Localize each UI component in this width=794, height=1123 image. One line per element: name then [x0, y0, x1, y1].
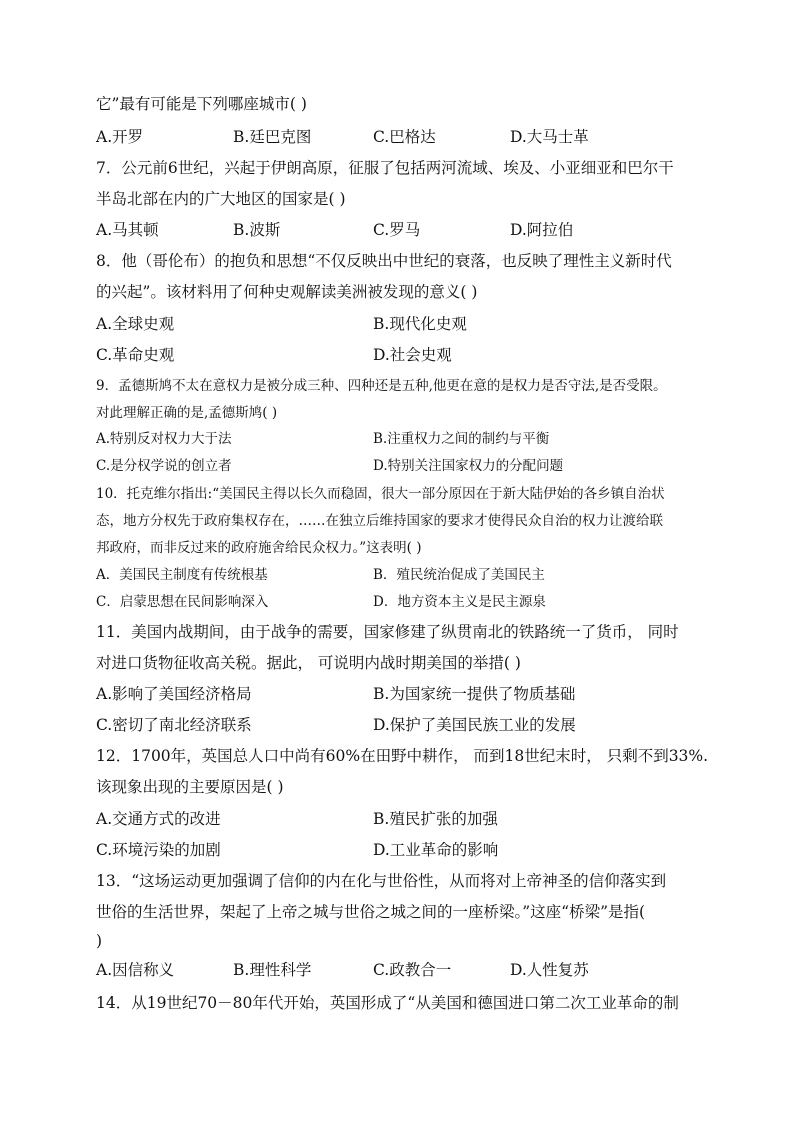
- q7-option-c: C.罗马: [373, 221, 421, 239]
- q6-option-c: C.巴格达: [373, 128, 436, 146]
- q12-option-c: C.环境污染的加剧: [96, 841, 221, 859]
- q10-option-b: B．殖民统治促成了美国民主: [373, 567, 545, 583]
- q6-stem-tail: 它”最有可能是下列哪座城市( ): [96, 95, 307, 113]
- q10-option-a: A．美国民主制度有传统根基: [96, 567, 268, 583]
- q6-option-a: A.开罗: [96, 128, 144, 146]
- q9-option-c: C.是分权学说的创立者: [96, 458, 232, 474]
- q8-option-b: B.现代化史观: [373, 315, 467, 333]
- q8-option-a: A.全球史观: [96, 315, 175, 333]
- q10-stem-line1: 10．托克维尔指出:“美国民主得以长久而稳固，很大一部分原因在于新大陆伊始的各乡镇自治状: [96, 486, 665, 502]
- q9-stem-line2: 对此理解正确的是,孟德斯鸠( ): [96, 405, 278, 421]
- q12-option-a: A.交通方式的改进: [96, 810, 221, 828]
- q12-option-b: B.殖民扩张的加强: [373, 810, 498, 828]
- q9-stem-line1: 9．孟德斯鸠不太在意权力是被分成三种、四种还是五种,他更在意的是权力是否守法,是否受限。: [96, 378, 667, 394]
- q9-option-d: D.特别关注国家权力的分配问题: [373, 458, 564, 474]
- q13-option-d: D.人性复苏: [510, 961, 589, 979]
- q11-stem-line2: 对进口货物征收高关税。据此， 可说明内战时期美国的举措( ): [96, 654, 521, 672]
- q11-stem-line1: 11．美国内战期间，由于战争的需要，国家修建了纵贯南北的铁路统一了货币， 同时: [96, 623, 679, 641]
- q7-option-d: D.阿拉伯: [510, 221, 574, 239]
- q6-option-b: B.廷巴克图: [233, 128, 312, 146]
- q12-option-d: D.工业革命的影响: [373, 841, 499, 859]
- q11-option-d: D.保护了美国民族工业的发展: [373, 716, 576, 734]
- q9-option-b: B.注重权力之间的制约与平衡: [373, 431, 550, 447]
- q11-option-c: C.密切了南北经济联系: [96, 716, 252, 734]
- q13-option-c: C.政教合一: [373, 961, 452, 979]
- q8-option-d: D.社会史观: [373, 346, 452, 364]
- q13-option-b: B.理性科学: [233, 961, 312, 979]
- q7-stem-line1: 7．公元前6世纪，兴起于伊朗高原，征服了包括两河流域、埃及、小亚细亚和巴尔干: [96, 159, 674, 177]
- q10-option-c: C．启蒙思想在民间影响深入: [96, 594, 269, 610]
- q14-stem-line1: 14．从19世纪70－80年代开始，英国形成了“从美国和德国进口第二次工业革命的制: [96, 994, 679, 1012]
- q8-stem-line2: 的兴起”。该材料用了何种史观解读美洲被发现的意义( ): [96, 283, 478, 301]
- q8-stem-line1: 8．他（哥伦布）的抱负和思想“不仅反映出中世纪的衰落，也反映了理性主义新时代: [96, 252, 672, 270]
- q10-stem-line3: 邦政府，而非反过来的政府施舍给民众权力。”这表明( ): [96, 540, 422, 556]
- q13-stem-line3: ): [96, 932, 103, 950]
- q11-option-a: A.影响了美国经济格局: [96, 685, 252, 703]
- q7-option-a: A.马其顿: [96, 221, 159, 239]
- q13-option-a: A.因信称义: [96, 961, 175, 979]
- q11-option-b: B.为国家统一提供了物质基础: [373, 685, 576, 703]
- q13-stem-line1: 13．“这场运动更加强调了信仰的内在化与世俗性，从而将对上帝神圣的信仰落实到: [96, 872, 667, 890]
- q9-option-a: A.特别反对权力大于法: [96, 431, 232, 447]
- q8-option-c: C.革命史观: [96, 346, 175, 364]
- q10-stem-line2: 态，地方分权先于政府集权存在，……在独立后维持国家的要求才使得民众自治的权力让渡给联: [96, 513, 663, 529]
- q12-stem-line1: 12．1700年，英国总人口中尚有60%在田野中耕作， 而到18世纪末时， 只剩不到33%.: [96, 747, 709, 765]
- q7-option-b: B.波斯: [233, 221, 281, 239]
- q12-stem-line2: 该现象出现的主要原因是( ): [96, 778, 284, 796]
- q13-stem-line2: 世俗的生活世界，架起了上帝之城与世俗之城之间的一座桥梁。”这座“桥梁”是指(: [96, 903, 646, 921]
- q10-option-d: D．地方资本主义是民主源泉: [373, 594, 546, 610]
- q7-stem-line2: 半岛北部在内的广大地区的国家是( ): [96, 190, 346, 208]
- q6-option-d: D.大马士革: [510, 128, 589, 146]
